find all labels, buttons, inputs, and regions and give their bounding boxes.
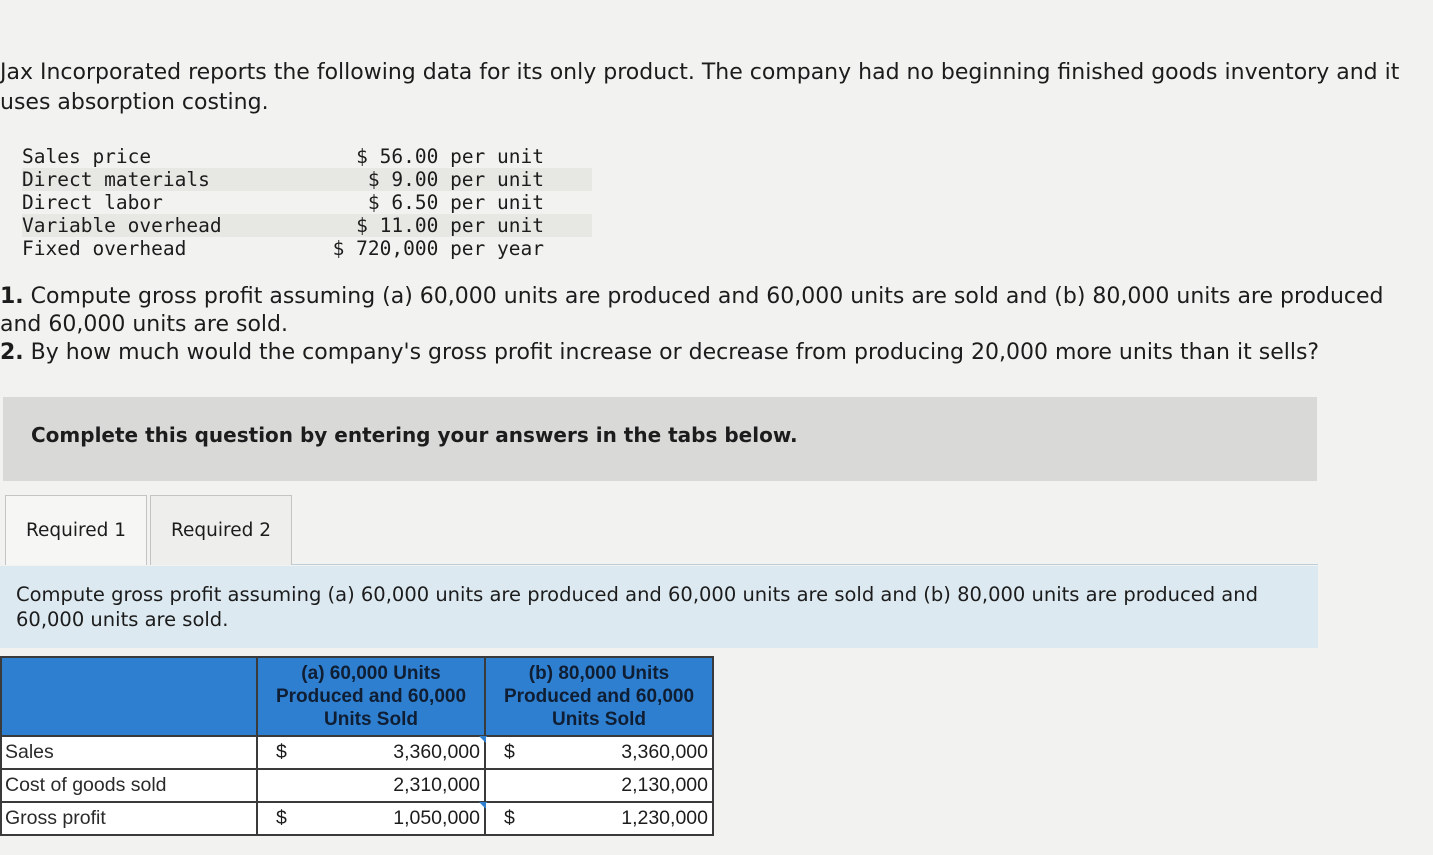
currency-symbol: $ (276, 807, 287, 829)
currency-symbol: $ (504, 741, 515, 763)
cell-value: 3,360,000 (621, 741, 708, 763)
question-text: Compute gross profit assuming (a) 60,000 units are produced and 60,000 units are sold and (b) 80,000 units are produced and 60,000 units are sold. (0, 284, 1384, 337)
cost-row (22, 168, 592, 191)
cost-value: $ 9.00 per unit (262, 168, 544, 191)
instructions-banner (3, 397, 1317, 481)
gross-profit-table (0, 656, 714, 836)
question-number: 2. (0, 340, 24, 365)
answer-cell-a[interactable] (257, 802, 485, 835)
tab-required-1[interactable]: Required 1 (5, 495, 147, 565)
cost-value: $ 6.50 per unit (367, 191, 544, 214)
cell-value: 1,230,000 (621, 807, 708, 829)
cell-value: 1,050,000 (393, 807, 480, 829)
question-list (0, 283, 1410, 367)
tab-instruction-panel (0, 566, 1318, 648)
cell-value: 2,310,000 (393, 774, 480, 796)
table-header-row (1, 657, 713, 736)
currency-symbol: $ (504, 807, 515, 829)
row-label: Gross profit (1, 802, 257, 835)
answer-cell-b[interactable] (485, 736, 713, 769)
table-row (1, 769, 713, 802)
banner-text: Complete this question by entering your answers in the tabs below. (31, 423, 798, 447)
question-number: 1. (0, 284, 24, 309)
tab-required-2[interactable]: Required 2 (150, 495, 292, 565)
cost-value: $ 56.00 per unit (356, 145, 544, 168)
answer-cell-b[interactable] (485, 802, 713, 835)
cost-row (22, 214, 592, 237)
cost-value: $ 720,000 per year (332, 237, 544, 260)
answer-cell-a[interactable] (257, 736, 485, 769)
table-row (1, 802, 713, 835)
cost-value: $ 11.00 per unit (262, 214, 544, 237)
answer-cell-b[interactable] (485, 769, 713, 802)
cost-label: Variable overhead (22, 214, 262, 237)
cost-label: Direct materials (22, 168, 262, 191)
table-row (1, 736, 713, 769)
cost-label: Direct labor (22, 191, 163, 214)
currency-symbol: $ (276, 741, 287, 763)
question-text: By how much would the company's gross profit increase or decrease from producing 20,000 more units than it sells? (30, 340, 1320, 365)
question-1 (0, 283, 1410, 339)
cost-label: Fixed overhead (22, 237, 187, 260)
cost-row (22, 191, 592, 214)
row-label: Sales (1, 736, 257, 769)
tab-divider (292, 564, 1318, 565)
cost-row (22, 145, 592, 168)
row-label: Cost of goods sold (1, 769, 257, 802)
header-col-a: (a) 60,000 Units Produced and 60,000 Units Sold (257, 657, 485, 736)
question-2 (0, 339, 1410, 367)
cost-label: Sales price (22, 145, 152, 168)
instruction-text: Compute gross profit assuming (a) 60,000 units are produced and 60,000 units are sold and (b) 80,000 units are produced and 60,000 units are sold. (16, 583, 1258, 631)
header-blank (1, 657, 257, 736)
problem-intro: Jax Incorporated reports the following data for its only product. The company had no beginning finished goods inventory and it uses absorption costing. (0, 60, 1400, 115)
cell-value: 2,130,000 (621, 774, 708, 796)
cost-data-table (22, 145, 592, 260)
cost-row (22, 237, 592, 260)
cell-value: 3,360,000 (393, 741, 480, 763)
header-col-b: (b) 80,000 Units Produced and 60,000 Units Sold (485, 657, 713, 736)
answer-cell-a[interactable] (257, 769, 485, 802)
